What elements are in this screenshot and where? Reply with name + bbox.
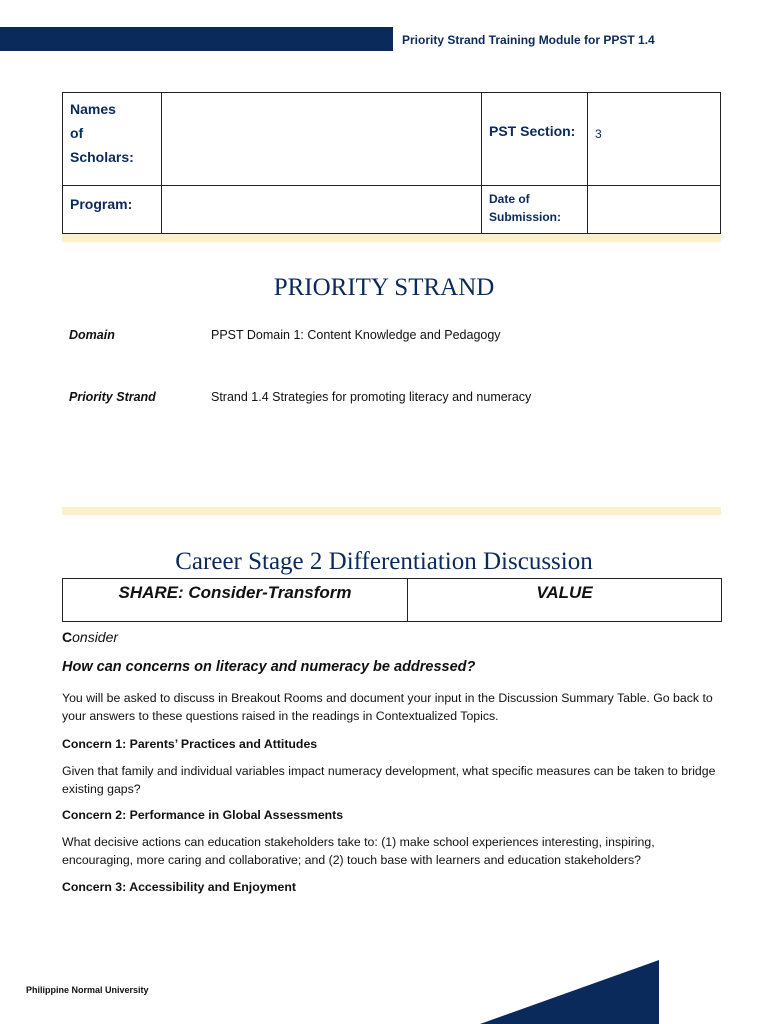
concern2-title: Concern 2: Performance in Global Assessments [62,808,344,822]
date-value-cell[interactable] [588,186,721,234]
discussion-title: Career Stage 2 Differentiation Discussion [175,548,593,575]
intro-paragraph: You will be asked to discuss in Breakout Rooms and document your input in the Discussion Summary Table. Go back to your answers to these questions raised in the readings in Contextualized Topics. [62,691,713,723]
names-label-cell [63,93,162,186]
names-label-line3: Scholars: [70,149,134,165]
divider-band-top [62,234,721,242]
value-header-cell: VALUE [408,579,722,622]
date-label-cell [482,186,588,234]
priority-strand-label: Priority Strand [69,390,156,404]
names-label-line2: of [70,125,84,141]
share-value-table [62,578,722,622]
scholar-info-table [62,92,721,234]
divider-band-middle [62,507,721,515]
footer-corner-graphic [470,958,768,1024]
date-label-line2: Submission: [489,210,562,224]
names-label-line1: Names [70,101,116,117]
domain-label: Domain [69,328,115,342]
concern3-title: Concern 3: Accessibility and Enjoyment [62,880,296,894]
footer-university: Philippine Normal University [26,985,149,995]
header-bar [0,27,393,51]
pst-section-label: PST Section: [482,93,588,186]
header-title: Priority Strand Training Module for PPST 1.4 [402,33,655,47]
domain-value: PPST Domain 1: Content Knowledge and Pedagogy [211,328,501,342]
names-value-cell[interactable] [162,93,482,186]
concern1-title: Concern 1: Parents’ Practices and Attitudes [62,737,318,751]
concern1-text: Given that family and individual variables impact numeracy development, what specific measures can be taken to bridge existing gaps? [62,764,716,796]
priority-strand-title: PRIORITY STRAND [273,274,495,301]
consider-heading: Consider [62,629,119,645]
pst-section-value[interactable]: 3 [588,93,721,186]
concern2-text: What decisive actions can education stakeholders take to: (1) make school experiences interesting, inspiring, encouraging, more caring and collaborative; and (2) touch base with learners and education stakeholders? [62,835,655,867]
share-header-cell: SHARE: Consider-Transform [63,579,408,622]
date-label-line1: Date of [489,192,530,206]
program-value-cell[interactable] [162,186,482,234]
discussion-question: How can concerns on literacy and numeracy be addressed? [62,659,476,675]
program-label-cell: Program: [63,186,162,234]
priority-strand-value: Strand 1.4 Strategies for promoting literacy and numeracy [211,390,532,404]
